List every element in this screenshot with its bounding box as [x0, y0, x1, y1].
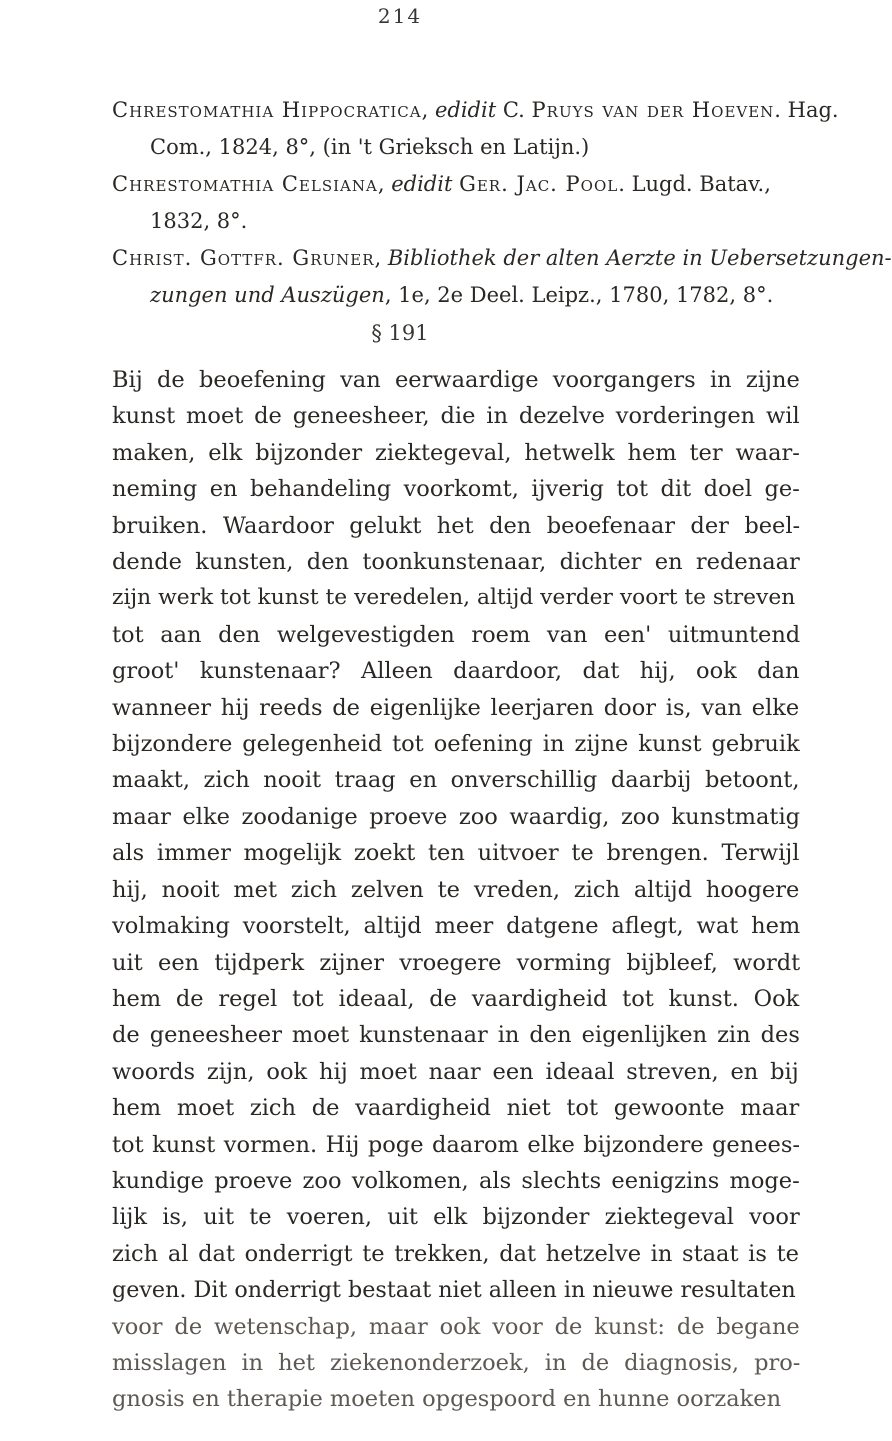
- page-number: 214: [377, 4, 423, 28]
- text-line: maakt, zich nooit traag en onverschillig daarbij betoont,: [112, 767, 800, 794]
- bibliography-text: ,: [421, 98, 435, 122]
- text-line: tot aan den welgevestigden roem van een' uitmuntend: [112, 621, 801, 648]
- author-name: Chrestomathia Hippocratica: [112, 98, 422, 122]
- text-line: volmaking voorstelt, altijd meer datgene aflegt, wat hem: [112, 913, 801, 940]
- text-line: als immer mogelijk zoekt ten uitvoer te brengen. Terwijl: [112, 840, 800, 867]
- text-line: misslagen in het ziekenonderzoek, in de diagnosis, pro-: [112, 1349, 801, 1376]
- text-line: dende kunsten, den toonkunstenaar, dichter en redenaar: [112, 549, 800, 576]
- bibliography-line: [112, 277, 802, 314]
- bibliography-text: ,: [374, 246, 388, 270]
- text-line: wanneer hij reeds de eigenlijke leerjaren door is, van elke: [112, 694, 800, 721]
- bibliography-list: [112, 92, 892, 314]
- text-line: maken, elk bijzonder ziektegeval, hetwelk hem ter waar-: [112, 439, 800, 466]
- text-line: groot' kunstenaar? Alleen daardoor, dat hij, ook dan: [112, 658, 800, 685]
- bibliography-text: 1832, 8°.: [150, 209, 248, 233]
- text-line: voor de wetenschap, maar ook voor de kunst: de begane: [112, 1313, 800, 1340]
- text-line: hij, nooit met zich zelven te vreden, zich altijd hoogere: [112, 876, 800, 903]
- author-name: Ger. Jac. Pool: [459, 172, 619, 196]
- text-line: Bij de beoefening van eerwaardige voorgangers in zijne: [112, 367, 800, 393]
- text-line: bijzondere gelegenheid tot oefening in zijne kunst gebruik: [112, 731, 800, 758]
- text-line: lijk is, uit te voeren, uit elk bijzonder ziektegeval voor: [112, 1204, 800, 1231]
- author-name: Christ. Gottfr. Gruner: [112, 246, 375, 270]
- italic-text: edidit: [434, 98, 497, 122]
- section-heading: § 191: [371, 321, 429, 345]
- bibliography-text: Com., 1824, 8°, (in 't Grieksch en Latijn.): [150, 135, 590, 159]
- text-line: woords zijn, ook hij moet naar een ideaal streven, en bij: [112, 1058, 799, 1085]
- text-line: kunst moet de geneesheer, die in dezelve vorderingen wil: [112, 403, 800, 430]
- body-paragraph: [112, 362, 802, 1418]
- text-line: gnosis en therapie moeten opgespoord en hunne oorzaken: [112, 1386, 782, 1413]
- bibliography-text: ,: [377, 172, 392, 196]
- text-line: neming en behandeling voorkomt, ijverig tot dit doel ge-: [112, 476, 800, 503]
- italic-text: edidit: [391, 172, 453, 196]
- italic-text: zungen und Auszügen: [150, 283, 385, 307]
- text-line: tot kunst vormen. Hij poge daarom elke bijzondere genees-: [112, 1131, 800, 1158]
- text-line: geven. Dit onderrigt bestaat niet alleen in nieuwe resultaten: [112, 1277, 796, 1304]
- text-line: zijn werk tot kunst te veredelen, altijd verder voort te streven: [112, 585, 796, 611]
- text-line: de geneesheer moet kunstenaar in den eigenlijken zin des: [112, 1022, 800, 1049]
- italic-text: Bibliothek der alten Aerzte in Uebersetzungen-: [387, 246, 892, 270]
- text-line: bruiken. Waardoor gelukt het den beoefenaar der beel-: [112, 512, 801, 539]
- bibliography-line: [112, 92, 839, 129]
- bibliography-text: . Lugd. Batav.,: [618, 172, 771, 196]
- bibliography-line: [112, 240, 892, 277]
- text-line: maar elke zoodanige proeve zoo waardig, zoo kunstmatig: [112, 803, 801, 830]
- text-line: hem moet zich de vaardigheid niet tot gewoonte maar: [112, 1095, 800, 1122]
- author-name: Chrestomathia Celsiana: [112, 172, 378, 196]
- text-line: zich al dat onderrigt te trekken, dat hetzelve in staat is te: [112, 1240, 799, 1267]
- text-line: hem de regel tot ideaal, de vaardigheid tot kunst. Ook: [112, 985, 800, 1012]
- text-line: uit een tijdperk zijner vroegere vorming bijbleef, wordt: [112, 949, 801, 976]
- bibliography-line: [112, 203, 802, 240]
- bibliography-text: . Hag.: [774, 98, 839, 122]
- bibliography-text: C.: [496, 98, 532, 122]
- text-line: kundige proeve zoo volkomen, als slechts eenigzins moge-: [112, 1167, 800, 1194]
- author-name: Pruys van der Hoeven: [531, 98, 775, 122]
- bibliography-line: [112, 166, 802, 203]
- bibliography-text: , 1e, 2e Deel. Leipz., 1780, 1782, 8°.: [384, 283, 774, 307]
- bibliography-line: [112, 129, 802, 166]
